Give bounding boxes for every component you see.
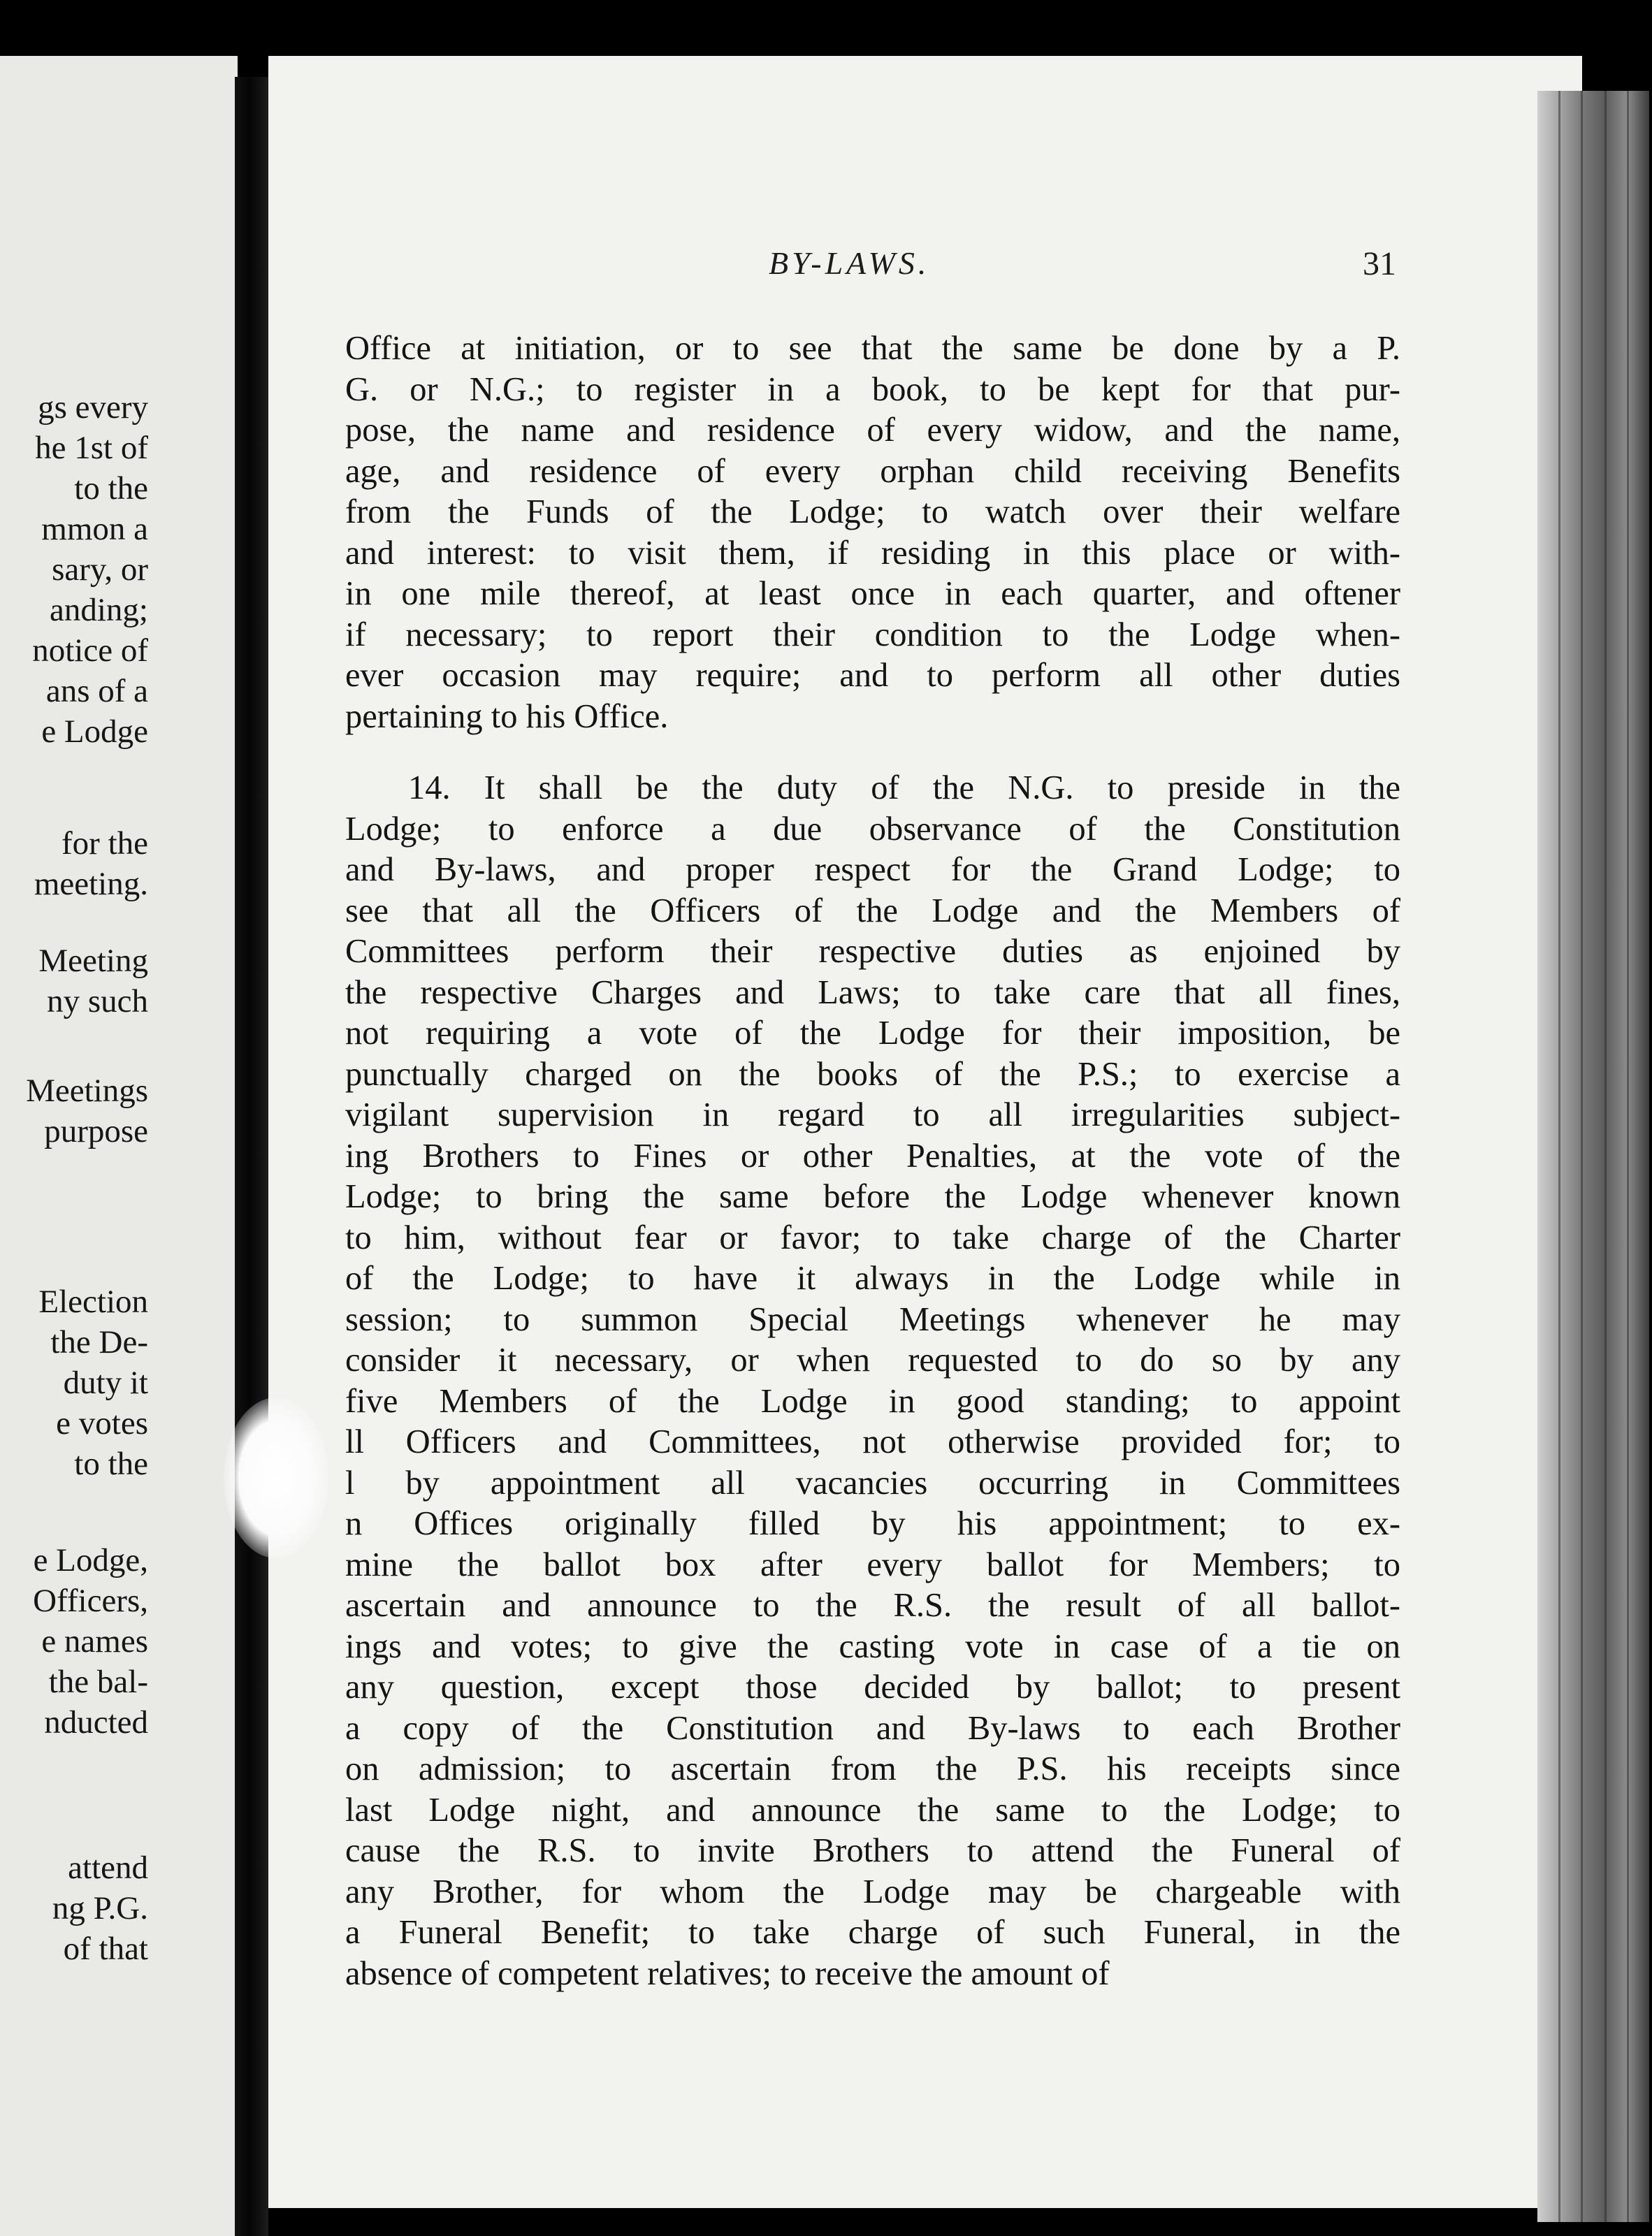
body-line: age, and residence of every orphan child receiving Benefits <box>345 452 1400 490</box>
left-page-line: ny such <box>47 983 148 1019</box>
body-line: l by appointment all vacancies occurring in Committees <box>345 1464 1400 1502</box>
left-page-line: purpose <box>44 1113 148 1149</box>
body-line: session; to summon Special Meetings whenever he may <box>345 1300 1400 1338</box>
body-line: any question, except those decided by ballot; to present <box>345 1669 1400 1706</box>
body-line: ll Officers and Committees, not otherwise provided for; to <box>345 1423 1400 1460</box>
left-page-line: e names <box>41 1623 148 1660</box>
left-page-line: Election <box>38 1284 148 1320</box>
body-line: in one mile thereof, at least once in each quarter, and oftener <box>345 575 1400 612</box>
body-line: not requiring a vote of the Lodge for their imposition, be <box>345 1015 1400 1052</box>
body-line: last Lodge night, and announce the same to the Lodge; to <box>345 1791 1400 1829</box>
left-page-line: notice of <box>32 632 148 669</box>
body-line: on admission; to ascertain from the P.S. his receipts since <box>345 1750 1400 1787</box>
running-head: BY-LAWS. <box>769 245 930 281</box>
left-page-line: e Lodge, <box>33 1542 148 1578</box>
left-page-line: meeting. <box>34 866 148 902</box>
left-page-line: Officers, <box>33 1583 148 1619</box>
page-edge-stack <box>1537 91 1649 2222</box>
body-line: Office at initiation, or to see that the same be done by a P. <box>345 330 1400 367</box>
left-page-line: the bal- <box>48 1664 148 1700</box>
body-line: and interest: to visit them, if residing in this place or with- <box>345 534 1400 572</box>
body-line: Lodge; to bring the same before the Lodge whenever known <box>345 1178 1400 1215</box>
body-line: the respective Charges and Laws; to take care that all fines, <box>345 973 1400 1011</box>
paragraph-2 <box>345 768 1400 1994</box>
body-line: five Members of the Lodge in good standing; to appoint <box>345 1382 1400 1420</box>
left-page-line: gs every <box>38 389 148 426</box>
left-page-line: mmon a <box>41 511 148 547</box>
left-page-line: he 1st of <box>35 430 148 466</box>
left-page-line: for the <box>61 825 148 862</box>
book-gutter <box>235 77 268 2236</box>
body-line: any Brother, for whom the Lodge may be chargeable with <box>345 1873 1400 1910</box>
left-page-line: nducted <box>44 1704 148 1741</box>
body-line: pertaining to his Office. <box>345 697 669 735</box>
left-page-line: duty it <box>63 1365 148 1401</box>
left-page-line: ans of a <box>45 673 148 709</box>
body-line: ing Brothers to Fines or other Penalties, at the vote of the <box>345 1137 1400 1175</box>
left-page-line: sary, or <box>52 551 148 588</box>
body-line: ings and votes; to give the casting vote in case of a tie on <box>345 1627 1400 1665</box>
paragraph-gap <box>345 737 1400 768</box>
body-line: of the Lodge; to have it always in the Lodge while in <box>345 1260 1400 1297</box>
left-page-line: Meeting <box>38 943 148 979</box>
page-number: 31 <box>1363 245 1396 282</box>
body-line: a copy of the Constitution and By-laws to each Brother <box>345 1709 1400 1747</box>
left-page-line: anding; <box>50 592 148 628</box>
page-edge-line <box>1581 91 1583 2222</box>
body-line: G. or N.G.; to register in a book, to be kept for that pur- <box>345 370 1400 408</box>
body-line: pose, the name and residence of every widow, and the name, <box>345 412 1400 449</box>
body-line: ever occasion may require; and to perform all other duties <box>345 657 1400 694</box>
left-page-line: the De- <box>50 1324 148 1360</box>
body-line: a Funeral Benefit; to take charge of such Funeral, in the <box>345 1914 1400 1951</box>
page-edge-line <box>1558 91 1560 2222</box>
page-edge-line <box>1604 91 1607 2222</box>
body-line: absence of competent relatives; to receive the amount of <box>345 1954 1110 1992</box>
body-line: punctually charged on the books of the P.S.; to exercise a <box>345 1055 1400 1093</box>
left-page-line: of that <box>63 1931 148 1967</box>
body-text <box>345 328 1400 1994</box>
paragraph-1 <box>345 328 1400 737</box>
body-line: 14. It shall be the duty of the N.G. to preside in the <box>408 769 1400 806</box>
body-line: and By-laws, and proper respect for the Grand Lodge; to <box>345 851 1400 888</box>
body-line: to him, without fear or favor; to take charge of the Charter <box>345 1219 1400 1256</box>
body-line: consider it necessary, or when requested to do so by any <box>345 1342 1400 1379</box>
body-line: ascertain and announce to the R.S. the result of all ballot- <box>345 1587 1400 1624</box>
body-line: if necessary; to report their condition to the Lodge when- <box>345 616 1400 653</box>
left-page <box>0 56 238 2236</box>
body-line: vigilant supervision in regard to all irregularities subject- <box>345 1096 1400 1133</box>
body-line: Lodge; to enforce a due observance of the Constitution <box>345 810 1400 848</box>
left-page-line: to the <box>74 470 148 507</box>
left-page-line: ng P.G. <box>52 1890 148 1926</box>
body-line: Committees perform their respective duties as enjoined by <box>345 933 1400 970</box>
page-edge-line <box>1627 91 1629 2222</box>
left-page-line: Meetings <box>26 1073 148 1109</box>
left-page-line: e votes <box>56 1405 148 1442</box>
body-line: see that all the Officers of the Lodge and the Members of <box>345 892 1400 929</box>
left-page-line: attend <box>68 1850 148 1886</box>
ink-blot-stain <box>224 1398 328 1558</box>
left-page-line: e Lodge <box>41 713 148 750</box>
body-line: cause the R.S. to invite Brothers to attend the Funeral of <box>345 1832 1400 1869</box>
body-line: from the Funds of the Lodge; to watch over their welfare <box>345 493 1400 530</box>
body-line: mine the ballot box after every ballot for Members; to <box>345 1546 1400 1583</box>
body-line: n Offices originally filled by his appointment; to ex- <box>345 1505 1400 1542</box>
left-page-line: to the <box>74 1446 148 1482</box>
